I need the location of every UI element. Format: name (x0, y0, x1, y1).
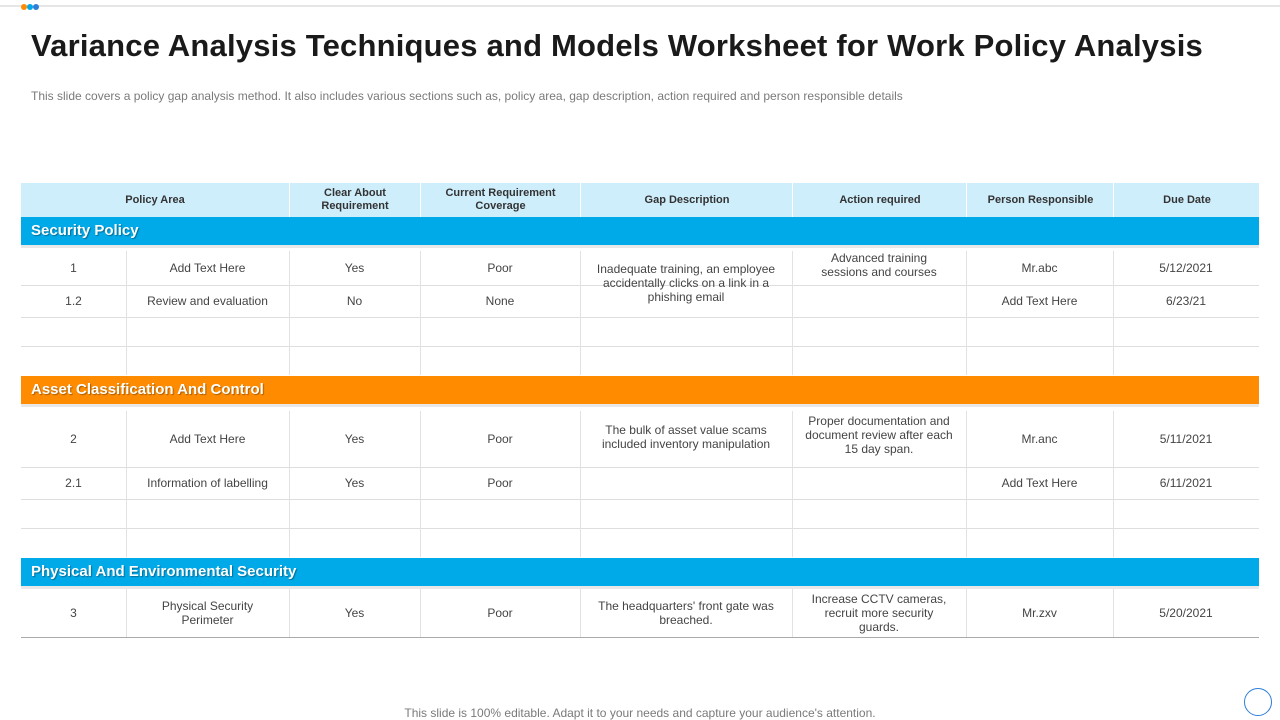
policy-area-cell: Information of labelling (147, 476, 268, 490)
row-number: 1.2 (65, 294, 82, 308)
row-number: 1 (70, 261, 77, 275)
section-title: Physical And Environmental Security (31, 563, 297, 580)
page-title: Variance Analysis Techniques and Models Worksheet for Work Policy Analysis (31, 28, 1203, 63)
section-title: Security Policy (31, 222, 139, 239)
table-row-empty (21, 346, 1259, 375)
clear-cell: Yes (344, 606, 365, 620)
grid-vline (420, 411, 421, 557)
table-row-empty (21, 499, 1259, 529)
table-row (21, 467, 1259, 500)
grid-vline (126, 411, 127, 557)
corner-circle (1244, 688, 1272, 716)
grid-vline (1113, 589, 1114, 637)
person-cell: Add Text Here (1001, 294, 1078, 308)
grid-vline (580, 589, 581, 637)
clear-cell: Yes (344, 476, 365, 490)
grid-vline (792, 251, 793, 375)
table-row (21, 589, 1259, 637)
coverage-cell: Poor (487, 261, 513, 275)
grid-vline (289, 251, 290, 375)
person-cell: Mr.zxv (1022, 606, 1057, 620)
row-number: 2 (70, 432, 77, 446)
grid-vline (1113, 251, 1114, 375)
policy-area-cell: Add Text Here (169, 432, 246, 446)
clear-cell: Yes (344, 432, 365, 446)
logo-dot (33, 4, 39, 10)
gap-description-cell: The bulk of asset value scams included inventory manipulation (601, 423, 771, 451)
action-cell: Advanced training sessions and courses (821, 251, 937, 279)
action-cell: Proper documentation and document review after each 15 day span. (805, 414, 953, 456)
action-cell (792, 467, 966, 499)
grid-vline (126, 589, 127, 637)
action-cell (792, 285, 966, 317)
row-number: 3 (70, 606, 77, 620)
due-date-cell: 6/11/2021 (1159, 476, 1213, 490)
table-bottom-rule (21, 637, 1259, 638)
coverage-cell: Poor (487, 476, 513, 490)
policy-area-cell: Physical Security Perimeter (161, 599, 254, 627)
action-cell: Increase CCTV cameras, recruit more security guards. (811, 592, 947, 634)
person-cell: Mr.anc (1021, 432, 1058, 446)
table-row (21, 411, 1259, 468)
grid-vline (580, 411, 581, 557)
col-header-due: Due Date (1113, 183, 1260, 217)
due-date-cell: 6/23/21 (1165, 294, 1207, 308)
gap-description-cell: Inadequate training, an employee accidentally clicks on a link in a phishing email (596, 262, 776, 304)
grid-vline (289, 411, 290, 557)
col-header-coverage: Current Requirement Coverage (420, 183, 580, 217)
grid-vline (966, 411, 967, 557)
grid-vline (420, 251, 421, 375)
grid-vline (1113, 411, 1114, 557)
col-header-policy-area: Policy Area (125, 193, 185, 206)
clear-cell: No (346, 294, 363, 308)
grid-vline (966, 251, 967, 375)
table-row-empty (21, 528, 1259, 557)
section-band-physical (21, 558, 1259, 586)
coverage-cell: None (485, 294, 515, 308)
grid-vline (792, 411, 793, 557)
row-number: 2.1 (65, 476, 82, 490)
policy-area-cell: Review and evaluation (147, 294, 268, 308)
due-date-cell: 5/11/2021 (1159, 432, 1213, 446)
due-date-cell: 5/20/2021 (1159, 606, 1213, 620)
page-subtitle: This slide covers a policy gap analysis method. It also includes various sections such as, policy area, gap description, action required and person responsible details (31, 89, 903, 103)
gap-description-cell (580, 467, 792, 499)
section-band-asset (21, 376, 1259, 404)
coverage-cell: Poor (487, 606, 513, 620)
grid-vline (792, 589, 793, 637)
section-band-security (21, 217, 1259, 245)
footer-note: This slide is 100% editable. Adapt it to your needs and capture your audience's attention. (404, 706, 876, 720)
col-header-gap: Gap Description (580, 183, 793, 217)
grid-vline (966, 589, 967, 637)
grid-vline (580, 251, 581, 375)
band-shadow (21, 404, 1259, 407)
person-cell: Add Text Here (1001, 476, 1078, 490)
person-cell: Mr.abc (1021, 261, 1058, 275)
gap-description-cell: The headquarters' front gate was breached. (598, 599, 774, 627)
coverage-cell: Poor (487, 432, 513, 446)
top-rule (0, 5, 1280, 7)
band-shadow (21, 245, 1259, 248)
section-title: Asset Classification And Control (31, 381, 264, 398)
col-header-clear-about: Clear About Requirement (289, 183, 420, 217)
table-row-empty (21, 317, 1259, 347)
table-header (21, 183, 1259, 217)
logo-dots (21, 4, 41, 12)
clear-cell: Yes (344, 261, 365, 275)
grid-vline (126, 251, 127, 375)
grid-vline (420, 589, 421, 637)
col-header-person: Person Responsible (966, 183, 1114, 217)
due-date-cell: 5/12/2021 (1159, 261, 1213, 275)
col-header-action: Action required (792, 183, 967, 217)
policy-area-cell: Add Text Here (169, 261, 246, 275)
grid-vline (289, 589, 290, 637)
